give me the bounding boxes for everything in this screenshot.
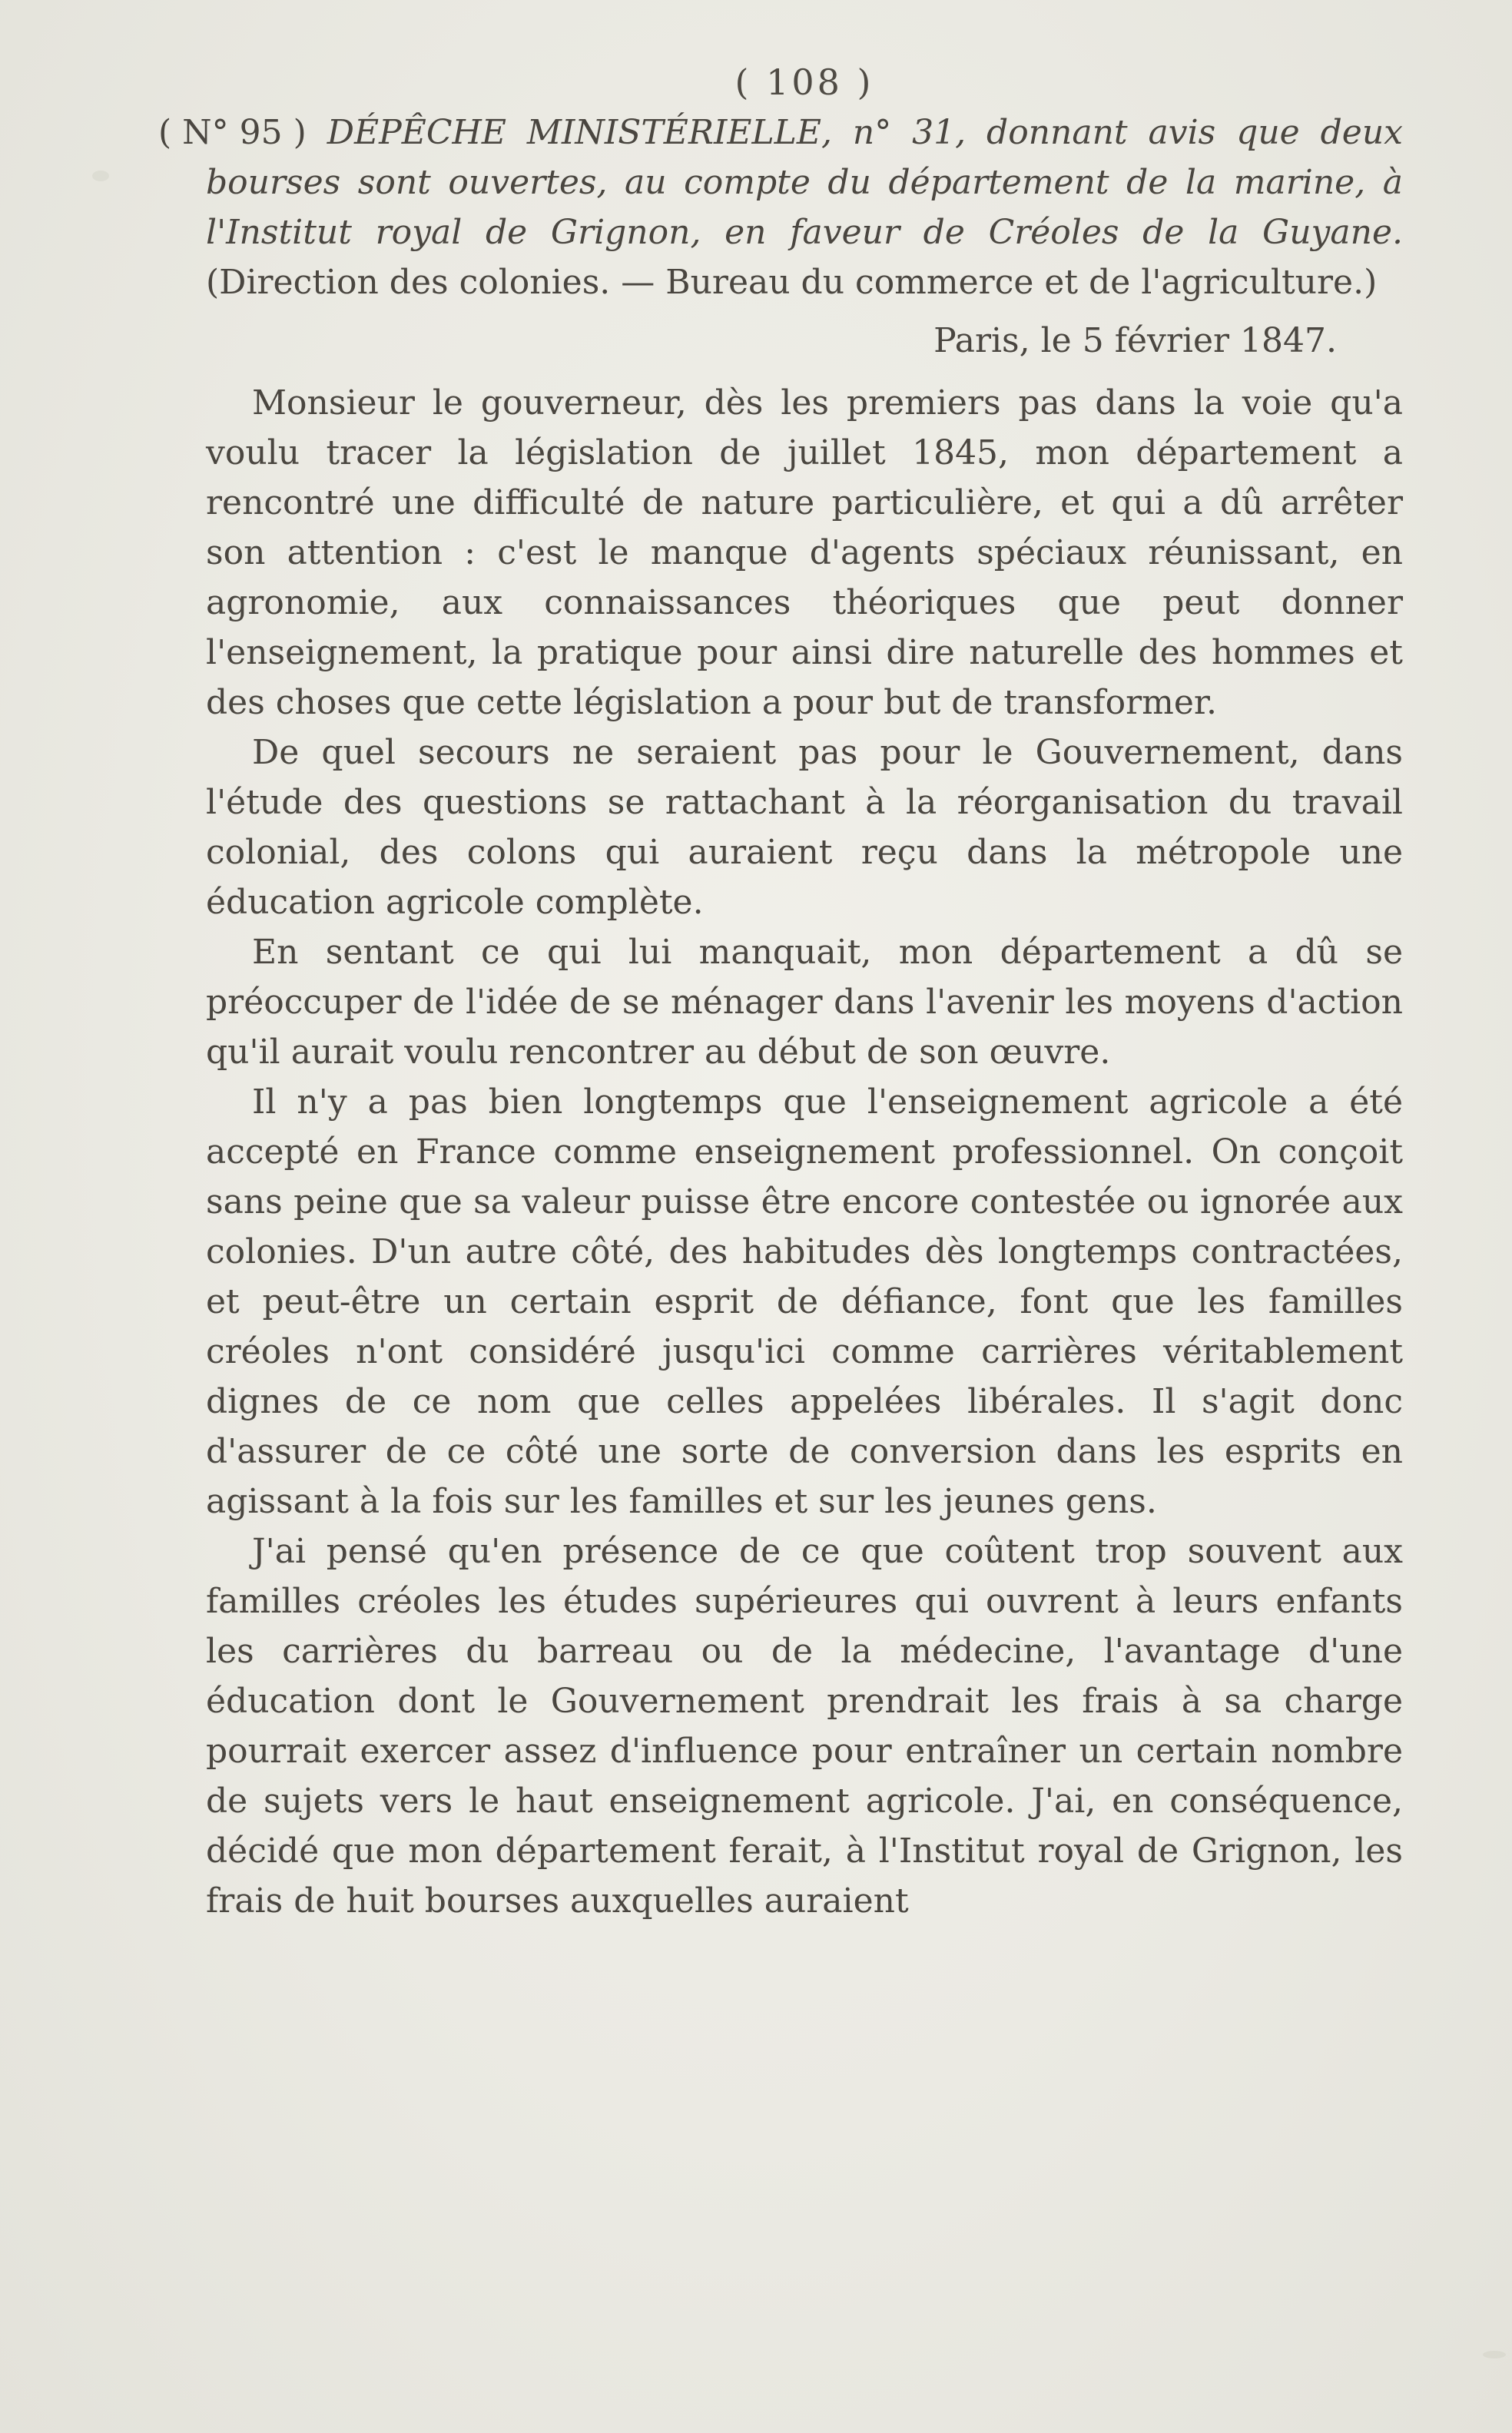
- dispatch-title: DÉPÊCHE MINISTÉRIELLE, n° 31, donnant avis que deux bourses sont ouvertes, au compte du département de la marine, à l'Institut royal de Grignon, en faveur de Créoles de la Guyane.: [206, 113, 1403, 252]
- dateline: Paris, le 5 février 1847.: [933, 321, 1337, 360]
- dispatch-number: ( N° 95 ): [158, 113, 307, 152]
- dispatch-direction: (Direction des colonies. — Bureau du commerce et de l'agriculture.): [206, 263, 1378, 302]
- paragraph-2: De quel secours ne seraient pas pour le Gouvernement, dans l'étude des questions se rattachant à la réorganisation du travail colonial, des colons qui auraient reçu dans la métropole une éducation agricole complète.: [206, 733, 1403, 922]
- paragraph-3: En sentant ce qui lui manquait, mon département a dû se préoccuper de l'idée de se ménager dans l'avenir les moyens d'action qu'il aurait voulu rencontrer au début de son œuvre.: [206, 933, 1403, 1072]
- ink-smudge: [92, 171, 109, 181]
- page-number: ( 108 ): [734, 61, 874, 103]
- paragraph-5: J'ai pensé qu'en présence de ce que coûtent trop souvent aux familles créoles les études supérieures qui ouvrent à leurs enfants les carrières du barreau ou de la médecine, l'avantage d'une éducation dont le Gouvernement prendrait les frais à sa charge pourrait exercer assez d'influence pour entraîner un certain nombre de sujets vers le haut enseignement agricole. J'ai, en conséquence, décidé que mon département ferait, à l'Institut royal de Grignon, les frais de huit bourses auxquelles auraient: [206, 1532, 1403, 1921]
- document-text: [158, 61, 1403, 1926]
- paragraph-4: Il n'y a pas bien longtemps que l'enseignement agricole a été accepté en France comme enseignement professionnel. On conçoit sans peine que sa valeur puisse être encore contestée ou ignorée aux colonies. D'un autre côté, des habitudes dès longtemps contractées, et peut-être un certain esprit de défiance, font que les familles créoles n'ont considéré jusqu'ici comme carrières véritablement dignes de ce nom que celles appelées libérales. Il s'agit donc d'assurer de ce côté une sorte de conversion dans les esprits en agissant à la fois sur les familles et sur les jeunes gens.: [206, 1082, 1403, 1521]
- page-edge-mark: [1483, 2351, 1506, 2358]
- paragraph-1: Monsieur le gouverneur, dès les premiers pas dans la voie qu'a voulu tracer la législation de juillet 1845, mon département a rencontré une difficulté de nature particulière, et qui a dû arrêter son attention : c'est le manque d'agents spéciaux réunissant, en agronomie, aux connaissances théoriques que peut donner l'enseignement, la pratique pour ainsi dire naturelle des hommes et des choses que cette législation a pour but de transformer.: [206, 383, 1403, 722]
- dispatch-heading: [158, 108, 1403, 307]
